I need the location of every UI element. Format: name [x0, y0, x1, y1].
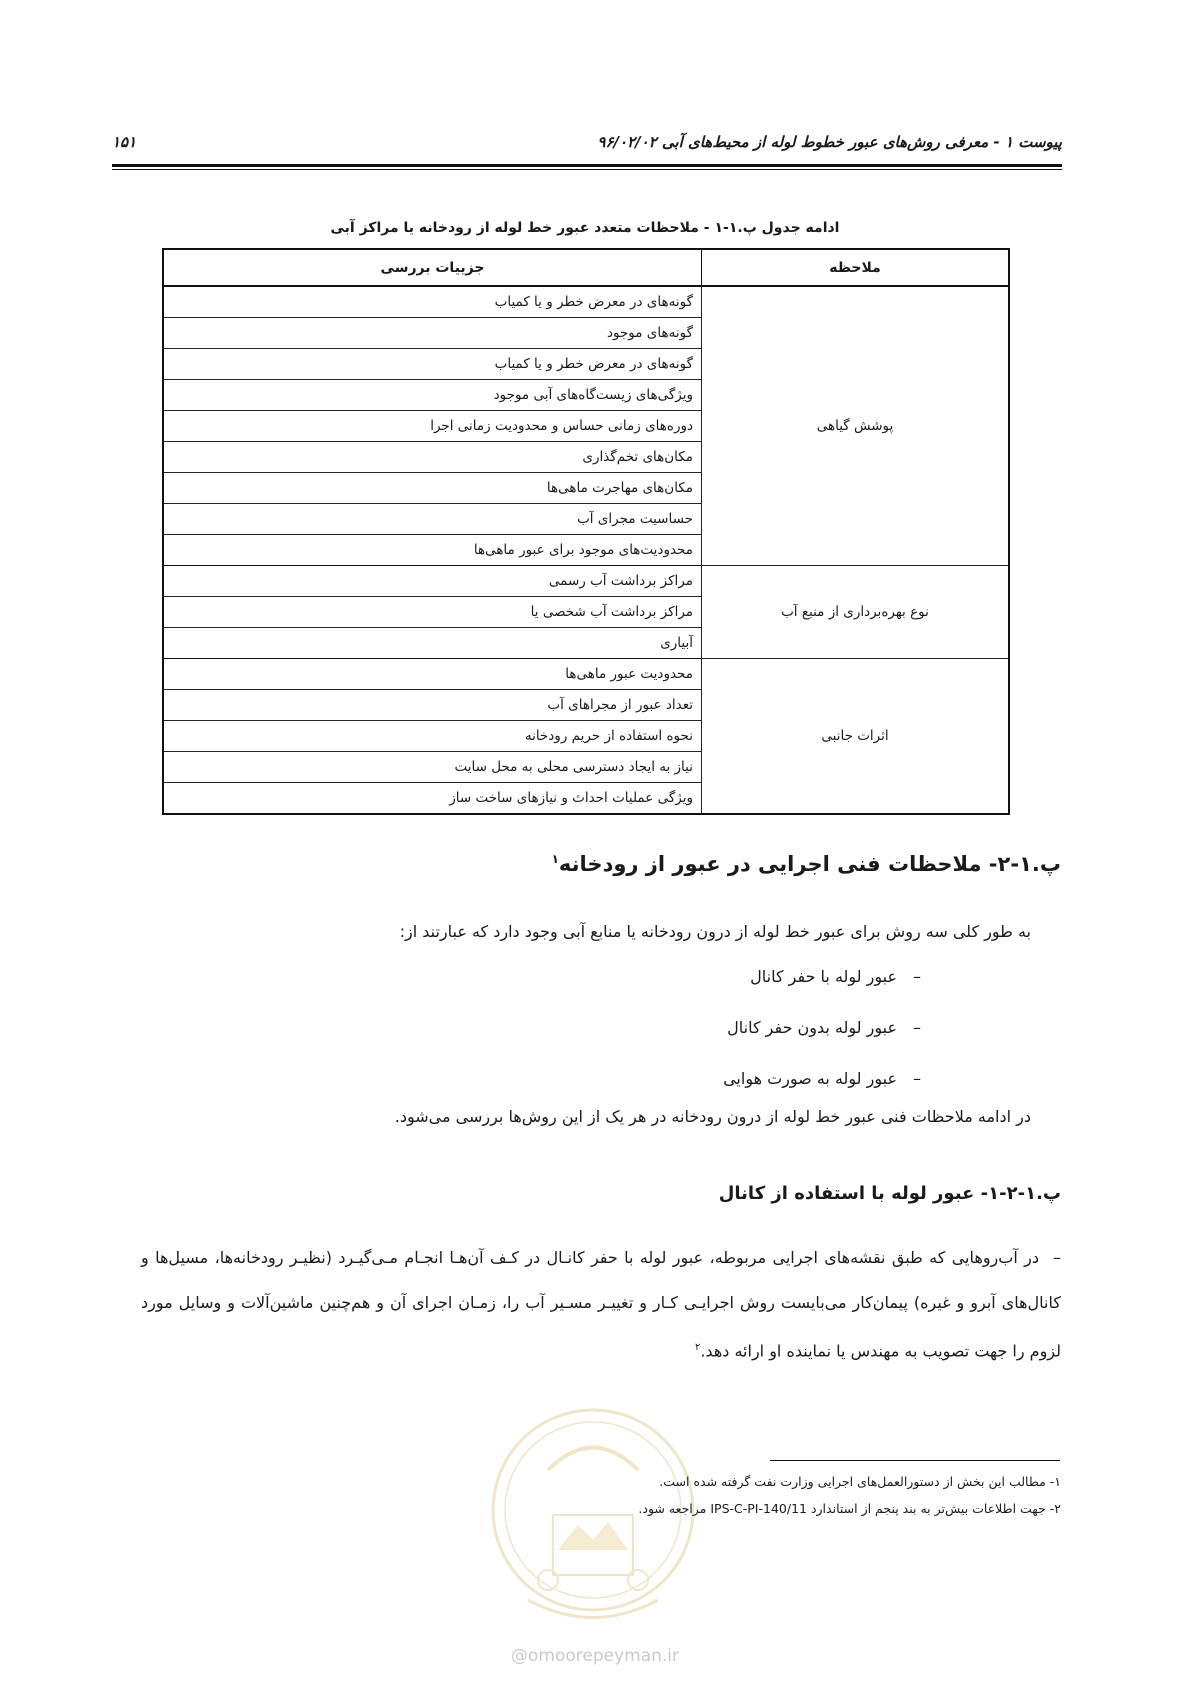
footnote: ۲- جهت اطلاعات بیش‌تر به بند پنجم از استاندارد IPS-C-PI-140/11 مراجعه شود.: [638, 1501, 1061, 1516]
table-row: [163, 286, 1009, 318]
table-cell-detail: آبیاری: [163, 628, 702, 659]
table-cell-detail: حساسیت مجرای آب: [163, 504, 702, 535]
column-header-details: جزییات بررسی: [163, 249, 702, 286]
header-rule: [112, 164, 1062, 167]
table-cell-detail: مکان‌های تخم‌گذاری: [163, 442, 702, 473]
table-cell-detail: تعداد عبور از مجراهای آب: [163, 690, 702, 721]
bullet-dash: –: [913, 1069, 921, 1088]
table-header-row: [163, 249, 1009, 286]
table-cell-note: پوشش گیاهی: [702, 286, 1010, 566]
considerations-table: [162, 248, 1010, 815]
footnote-ref: ۲: [694, 1342, 701, 1353]
table-cell-detail: نیاز به ایجاد دسترسی محلی به محل سایت: [163, 752, 702, 783]
table-cell-detail: مکان‌های مهاجرت ماهی‌ها: [163, 473, 702, 504]
column-header-note: ملاحظه: [702, 249, 1010, 286]
table-cell-detail: محدودیت‌های موجود برای عبور ماهی‌ها: [163, 535, 702, 566]
table-cell-detail: مراکز برداشت آب رسمی: [163, 566, 702, 597]
table-cell-detail: ویژگی عملیات احداث و نیازهای ساخت ساز: [163, 783, 702, 815]
list-item: [727, 1018, 921, 1037]
table-caption: ادامه جدول پ.۱-۱ - ملاحظات متعدد عبور خط لوله از رودخانه یا مراکز آبی: [330, 220, 840, 236]
footnote: ۱- مطالب این بخش از دستورالعمل‌های اجرایی وزارت نفت گرفته شده است.: [659, 1474, 1061, 1489]
table-row: [163, 659, 1009, 690]
footnote-ref: ۱: [551, 852, 559, 866]
list-item-text: عبور لوله بدون حفر کانال: [727, 1018, 897, 1037]
list-item-text: عبور لوله به صورت هوایی: [723, 1069, 897, 1088]
table-cell-detail: نحوه استفاده از حریم رودخانه: [163, 721, 702, 752]
table-row: [163, 566, 1009, 597]
table-cell-note: نوع بهره‌برداری از منبع آب: [702, 566, 1010, 659]
body-paragraph: [141, 1235, 1061, 1373]
table-cell-detail: گونه‌های در معرض خطر و یا کمیاب: [163, 286, 702, 318]
page-header: [112, 127, 1062, 157]
bullet-dash: –: [1053, 1248, 1061, 1267]
bullet-dash: –: [913, 967, 921, 986]
intro-paragraph: به طور کلی سه روش برای عبور خط لوله از درون رودخانه یا منابع آبی وجود دارد که عبارتند از:: [399, 922, 1031, 941]
list-item-text: عبور لوله با حفر کانال: [750, 967, 897, 986]
body-paragraph-text: در آب‌روهایی که طبق نقشه‌های اجرایی مربوطه، عبور لوله با حفر کانـال در کـف آن‌هـا انجـام مـی‌گیـرد (نظیـر رودخانه‌ها، مسیل‌ها و کانال‌های آبرو و غیره) پیمان‌کار می‌بایست روش اجرایـی کـار و تغییـر مسـیر آب را، زمـان اجرای آن و هم‌چنین ماشین‌آلات و وسایل مورد لزوم را جهت تصویب به مهندس یا نماینده او ارائه دهد.: [141, 1248, 1061, 1361]
table-cell-detail: مراکز برداشت آب شخصی یا: [163, 597, 702, 628]
watermark-url: @omoorepeyman.ir: [510, 1646, 680, 1666]
section-heading: [552, 852, 1061, 876]
table-cell-detail: گونه‌های موجود: [163, 318, 702, 349]
table-cell-detail: محدودیت عبور ماهی‌ها: [163, 659, 702, 690]
closing-paragraph: در ادامه ملاحظات فنی عبور خط لوله از درون رودخانه در هر یک از این روش‌ها بررسی می‌شود.: [394, 1107, 1031, 1126]
page-number: ۱۵۱: [112, 133, 137, 151]
table-cell-note: اثرات جانبی: [702, 659, 1010, 815]
section-heading-text: پ.۱-۲- ملاحظات فنی اجرایی در عبور از رودخانه: [558, 852, 1061, 876]
bullet-dash: –: [913, 1018, 921, 1037]
header-rule-thin: [112, 169, 1062, 170]
subsection-heading: پ.۱-۲-۱- عبور لوله با استفاده از کانال: [718, 1183, 1061, 1204]
footnote-rule: [770, 1460, 1060, 1461]
header-title: پیوست ۱ - معرفی روش‌های عبور خطوط لوله از محیط‌های آبی ۹۶/۰۲/۰۲: [597, 133, 1062, 151]
list-item: [723, 1069, 921, 1088]
table-cell-detail: گونه‌های در معرض خطر و یا کمیاب: [163, 349, 702, 380]
table-cell-detail: دوره‌های زمانی حساس و محدودیت زمانی اجرا: [163, 411, 702, 442]
list-item: [750, 967, 921, 986]
table-cell-detail: ویژگی‌های زیست‌گاه‌های آبی موجود: [163, 380, 702, 411]
